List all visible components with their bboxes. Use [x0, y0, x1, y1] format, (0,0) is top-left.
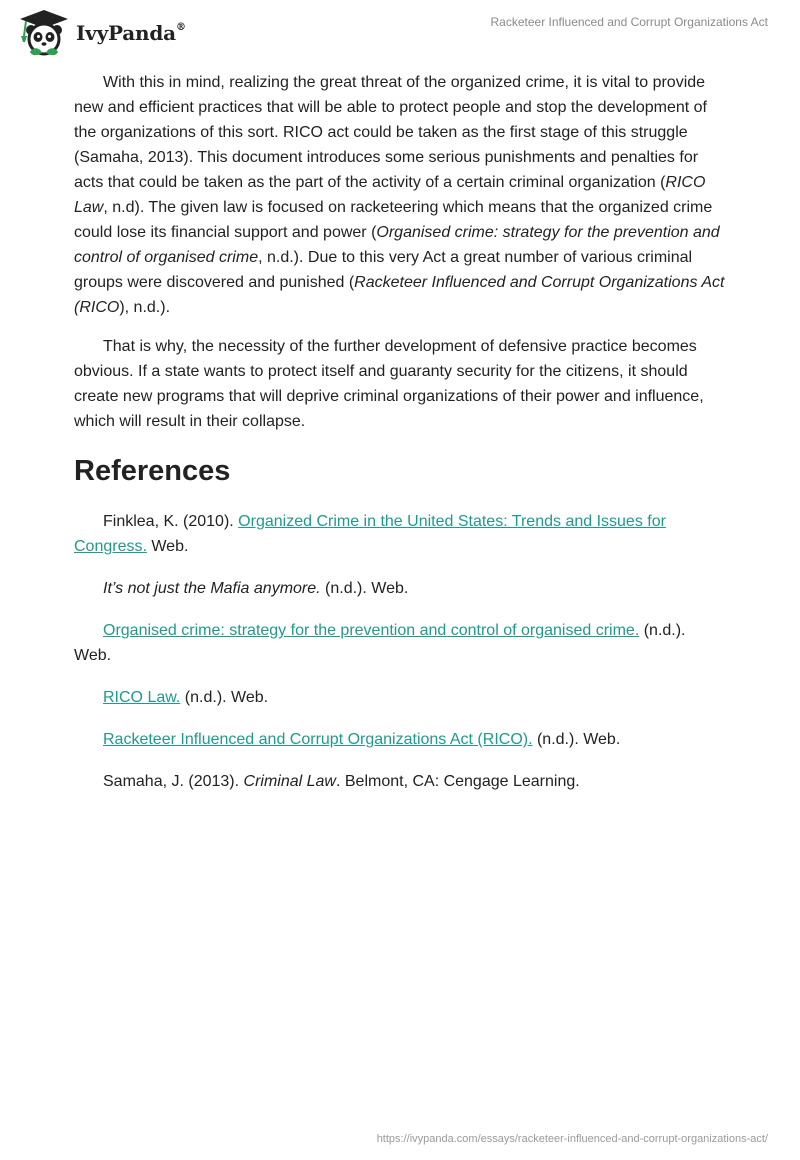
- reference-item: Organised crime: strategy for the prevention and control of organised crime. (n.d.). Web.: [74, 622, 686, 664]
- document-title: Racketeer Influenced and Corrupt Organizations Act: [490, 15, 768, 29]
- page-header: [0, 0, 800, 66]
- panda-graduate-icon: [16, 8, 72, 58]
- paragraph-2: That is why, the necessity of the further development of defensive practice becomes obvious. If a state wants to protect itself and guaranty security for the citizens, it should create new programs that will deprive criminal organizations of their power and influence, which will result in their collapse.: [74, 338, 704, 430]
- paragraph-1: With this in mind, realizing the great threat of the organized crime, it is vital to provide new and efficient practices that will be able to protect people and stop the development of the organizations of this sort. RICO act could be taken as the first stage of this struggle (Samaha, 2013). This document introduces some serious punishments and penalties for acts that could be taken as the part of the activity of a certain criminal organization (RICO Law, n.d). The given law is focused on racketeering which means that the organized crime could lose its financial support and power (Organised crime: strategy for the prevention and control of organised crime, n.d.). Due to this very Act a great number of various criminal groups were discovered and punished (Racketeer Influenced and Corrupt Organizations Act (RICO), n.d.).: [74, 74, 725, 316]
- references-heading: References: [74, 455, 231, 487]
- reference-item: It’s not just the Mafia anymore. (n.d.). Web.: [103, 580, 409, 597]
- reference-item: Samaha, J. (2013). Criminal Law. Belmont, CA: Cengage Learning.: [103, 773, 580, 790]
- reference-link-rico-law[interactable]: RICO Law.: [103, 689, 181, 706]
- brand-name: IvyPanda®: [76, 21, 186, 45]
- ivypanda-logo[interactable]: [16, 8, 186, 58]
- reference-link-organised-crime-strategy[interactable]: Organised crime: strategy for the prevention and control of organised crime.: [103, 622, 640, 639]
- reference-item: Finklea, K. (2010). Organized Crime in the United States: Trends and Issues for Congress. Web.: [74, 513, 666, 555]
- reference-item: Racketeer Influenced and Corrupt Organizations Act (RICO). (n.d.). Web.: [103, 731, 621, 748]
- reference-link-organized-crime[interactable]: Organized Crime in the United States: Trends and Issues for Congress.: [74, 513, 666, 555]
- reference-link-rico-act[interactable]: Racketeer Influenced and Corrupt Organizations Act (RICO).: [103, 731, 533, 748]
- reference-item: RICO Law. (n.d.). Web.: [103, 689, 269, 706]
- registered-mark: ®: [175, 22, 186, 34]
- essay-content: [74, 70, 726, 811]
- source-url[interactable]: https://ivypanda.com/essays/racketeer-influenced-and-corrupt-organizations-act/: [376, 1133, 768, 1145]
